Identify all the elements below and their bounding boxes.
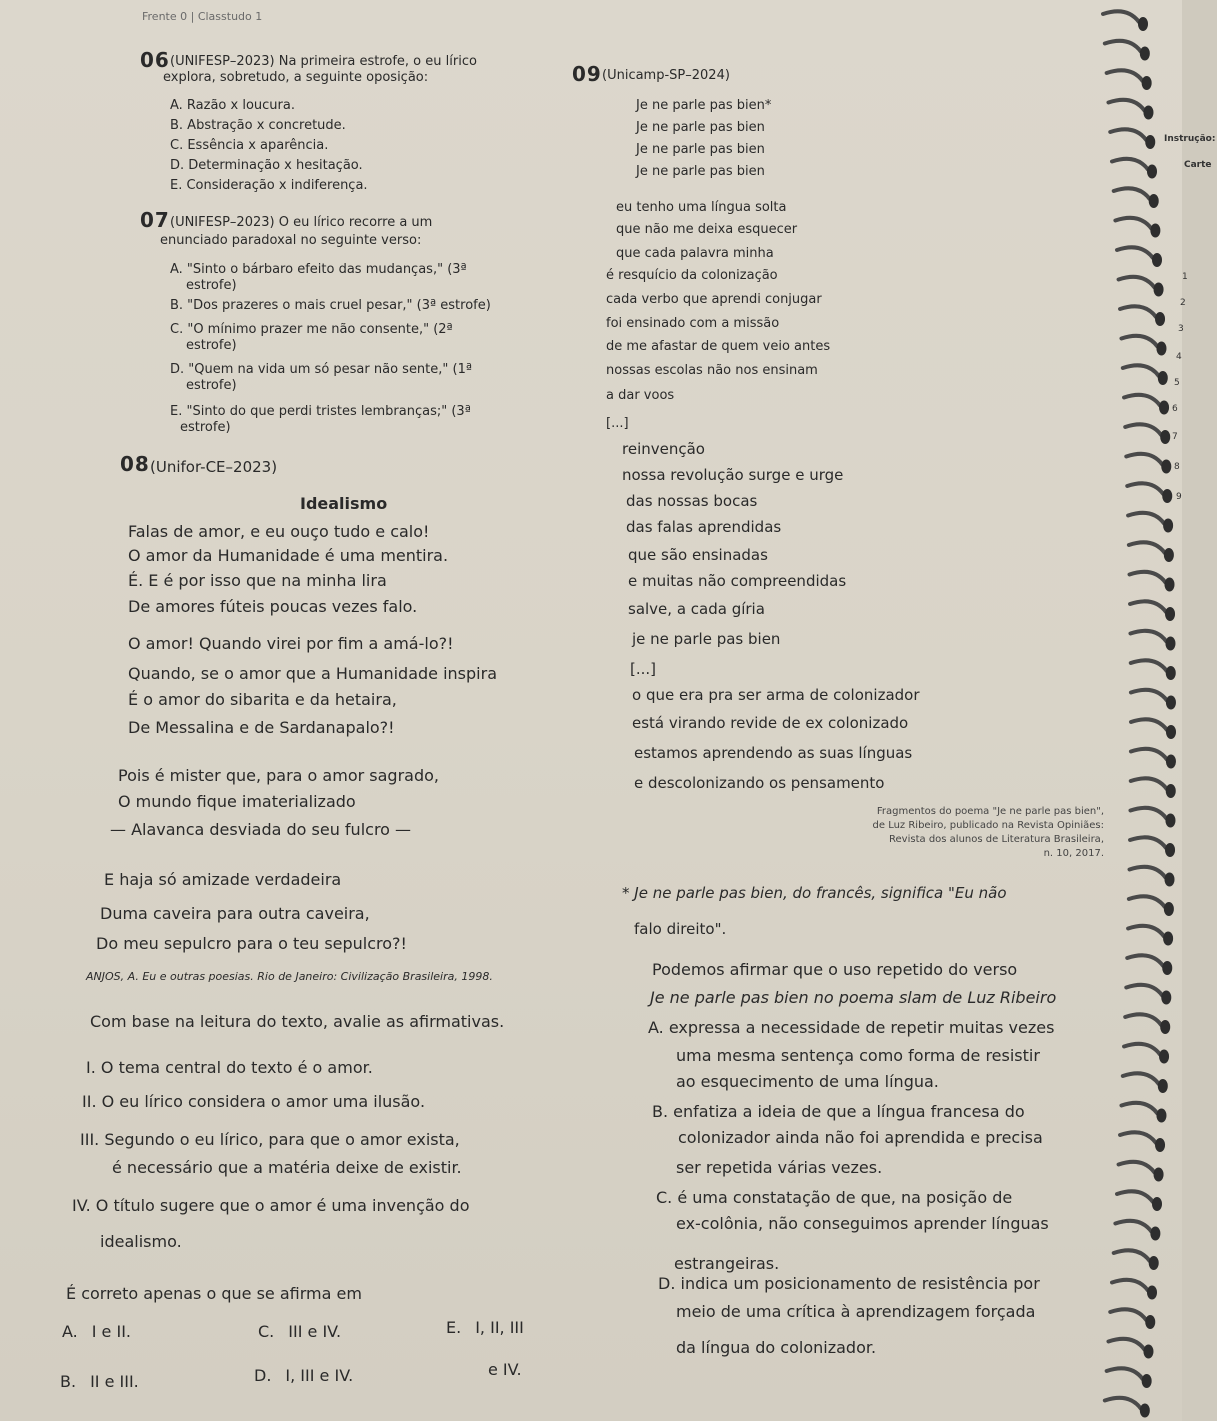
- q08-poem-line: Quando, se o amor que a Humanidade inspira: [128, 664, 497, 683]
- q06-number: 06: [140, 48, 170, 72]
- spiral-coil: [1131, 660, 1167, 671]
- q09-poem-line: está virando revide de ex colonizado: [632, 714, 909, 732]
- edge-number: 8: [1174, 462, 1180, 472]
- spiral-hole: [1163, 932, 1173, 946]
- edge-number: 5: [1174, 378, 1180, 388]
- spiral-hole: [1145, 135, 1155, 149]
- spiral-hole: [1164, 902, 1174, 916]
- spiral-coil: [1121, 336, 1157, 347]
- q08-poem-line: O amor da Humanidade é uma mentira.: [128, 546, 449, 565]
- q07-option-a-line-1: A. "Sinto o bárbaro efeito das mudanças," (3ª: [170, 262, 467, 277]
- spiral-hole: [1158, 1079, 1168, 1093]
- q09-poem-line: estamos aprendendo as suas línguas: [634, 744, 913, 762]
- q08-poem-line: Pois é mister que, para o amor sagrado,: [118, 766, 439, 785]
- spiral-hole: [1165, 814, 1175, 828]
- q09-footnote-line-1: * Je ne parle pas bien, do francês, significa "Eu não: [622, 884, 1007, 902]
- spiral-hole: [1166, 666, 1176, 680]
- spiral-hole: [1165, 843, 1175, 857]
- q08-poem-line: Duma caveira para outra caveira,: [100, 904, 370, 923]
- spiral-coil: [1107, 70, 1143, 81]
- spiral-hole: [1147, 1286, 1157, 1300]
- spiral-coil: [1110, 1309, 1146, 1320]
- q08-number: 08: [120, 452, 150, 476]
- q08-source: (Unifor-CE–2023): [150, 458, 278, 476]
- q09-stem-line-1: Podemos afirmar que o uso repetido do verso: [652, 960, 1018, 979]
- spiral-coil: [1129, 896, 1165, 907]
- q08-poem-line: O amor! Quando virei por fim a amá-lo?!: [128, 634, 454, 653]
- spiral-coil: [1123, 365, 1159, 376]
- spiral-hole: [1150, 224, 1160, 238]
- spiral-hole: [1145, 1315, 1155, 1329]
- spiral-hole: [1150, 1227, 1160, 1241]
- spiral-coil: [1110, 129, 1146, 140]
- spiral-hole: [1152, 253, 1162, 267]
- spiral-coil: [1105, 1398, 1141, 1409]
- edge-carte-label: Carte: [1184, 160, 1212, 170]
- spiral-hole: [1140, 47, 1150, 61]
- spiral-coil: [1131, 690, 1167, 701]
- spiral-coil: [1130, 808, 1166, 819]
- q09-poem-line: e descolonizando os pensamento: [634, 774, 885, 792]
- spiral-hole: [1155, 312, 1165, 326]
- q09-poem-line: das nossas bocas: [626, 492, 758, 510]
- spiral-coil: [1120, 1132, 1156, 1143]
- q09-option-d-line-3: da língua do colonizador.: [676, 1338, 877, 1357]
- q09-stem-line-2: Je ne parle pas bien no poema slam de Luz Ribeiro: [650, 988, 1057, 1007]
- spiral-hole: [1147, 165, 1157, 179]
- q08-poem-title: Idealismo: [300, 494, 388, 513]
- q09-option-b-line-1[interactable]: B. enfatiza a ideia de que a língua francesa do: [652, 1102, 1025, 1121]
- q09-poem-line: e muitas não compreendidas: [628, 572, 847, 590]
- q08-poem-line: De Messalina e de Sardanapalo?!: [128, 718, 395, 737]
- edge-number: 3: [1178, 324, 1184, 334]
- q08-instruction: Com base na leitura do texto, avalie as afirmativas.: [90, 1012, 505, 1031]
- spiral-hole: [1166, 725, 1176, 739]
- spiral-hole: [1140, 1404, 1150, 1418]
- q09-option-d-line-2: meio de uma crítica à aprendizagem forçada: [676, 1302, 1036, 1321]
- q09-option-b-line-2: colonizador ainda não foi aprendida e precisa: [678, 1128, 1043, 1147]
- q08-answer-d[interactable]: D. I, III e IV.: [254, 1366, 354, 1385]
- q09-option-a-line-2: uma mesma sentença como forma de resistir: [676, 1046, 1040, 1065]
- q08-answer-e-continued: e IV.: [488, 1360, 522, 1379]
- spiral-coil: [1124, 1044, 1160, 1055]
- edge-number: 9: [1176, 492, 1182, 502]
- spiral-coil: [1115, 218, 1151, 229]
- spiral-coil: [1128, 926, 1164, 937]
- spiral-coil: [1127, 955, 1163, 966]
- q09-poem-line: cada verbo que aprendi conjugar: [606, 292, 822, 307]
- spiral-hole: [1166, 755, 1176, 769]
- spiral-coil: [1123, 1073, 1159, 1084]
- q06-option-b: B. Abstração x concretude.: [170, 118, 346, 133]
- q06-stem-line-2: explora, sobretudo, a seguinte oposição:: [163, 70, 429, 85]
- spiral-hole: [1149, 1256, 1159, 1270]
- q09-poem-line: [...]: [606, 416, 629, 431]
- q09-poem-line: reinvenção: [622, 440, 705, 458]
- spiral-hole: [1149, 194, 1159, 208]
- spiral-hole: [1154, 1168, 1164, 1182]
- edge-number: 1: [1182, 272, 1188, 282]
- spiral-hole: [1166, 696, 1176, 710]
- spiral-coil: [1121, 1103, 1157, 1114]
- edge-number: 2: [1180, 298, 1186, 308]
- q09-poem-line: salve, a cada gíria: [628, 600, 765, 618]
- spiral-coil: [1112, 159, 1148, 170]
- spiral-coil: [1115, 1221, 1151, 1232]
- q09-poem-line: das falas aprendidas: [626, 518, 782, 536]
- spiral-hole: [1155, 1138, 1165, 1152]
- q09-poem-line: de me afastar de quem veio antes: [606, 339, 831, 354]
- q09-number: 09: [572, 62, 602, 86]
- q09-poem-line: Je ne parle pas bien: [636, 120, 765, 135]
- spiral-coil: [1131, 778, 1167, 789]
- q08-poem-line: De amores fúteis poucas vezes falo.: [128, 597, 418, 616]
- spiral-hole: [1166, 784, 1176, 798]
- q09-option-a-line-3: ao esquecimento de uma língua.: [676, 1072, 939, 1091]
- q06-stem-line-1: (UNIFESP–2023) Na primeira estrofe, o eu lírico: [170, 54, 477, 69]
- spiral-hole: [1142, 1374, 1152, 1388]
- q09-poem-line: Je ne parle pas bien*: [636, 98, 772, 113]
- q07-option-a-line-2: estrofe): [186, 278, 237, 293]
- q09-source-note-line-3: Revista dos alunos de Literatura Brasileira,: [889, 834, 1104, 845]
- q07-option-e-line-2: estrofe): [180, 420, 231, 435]
- spiral-coil: [1112, 1280, 1148, 1291]
- spiral-hole: [1165, 873, 1175, 887]
- q08-citation: ANJOS, A. Eu e outras poesias. Rio de Janeiro: Civilização Brasileira, 1998.: [86, 970, 493, 983]
- page-header: Frente 0 | Classtudo 1: [142, 10, 263, 23]
- q09-option-d-line-1[interactable]: D. indica um posicionamento de resistência por: [658, 1274, 1040, 1293]
- spiral-coil: [1108, 1339, 1144, 1350]
- spiral-coil: [1124, 395, 1160, 406]
- spiral-hole: [1164, 548, 1174, 562]
- q08-statement-ii: II. O eu lírico considera o amor uma ilusão.: [82, 1092, 426, 1111]
- q08-poem-line: É. E é por isso que na minha lira: [128, 571, 387, 590]
- q09-poem-line: a dar voos: [606, 388, 675, 403]
- q08-statement-iv-line-2: idealismo.: [100, 1232, 182, 1251]
- spiral-hole: [1154, 283, 1164, 297]
- q09-poem-line: que são ensinadas: [628, 546, 768, 564]
- spiral-coil: [1117, 247, 1153, 258]
- q08-statement-iii-line-1: III. Segundo o eu lírico, para que o amor exista,: [80, 1130, 460, 1149]
- spiral-hole: [1152, 1197, 1162, 1211]
- spiral-coil: [1114, 188, 1150, 199]
- spiral-hole: [1160, 1020, 1170, 1034]
- spiral-coil: [1131, 749, 1167, 760]
- q09-poem-line: Je ne parle pas bien: [636, 164, 765, 179]
- q09-poem-line: o que era pra ser arma de colonizador: [632, 686, 920, 704]
- spiral-coil: [1129, 542, 1165, 553]
- spiral-coil: [1127, 483, 1163, 494]
- spiral-binding: [1077, 0, 1217, 1421]
- spiral-coil: [1130, 572, 1166, 583]
- spiral-coil: [1130, 867, 1166, 878]
- q08-poem-line: Falas de amor, e eu ouço tudo e calo!: [128, 522, 430, 541]
- q09-source-note-line-1: Fragmentos do poema "Je ne parle pas bien",: [876, 806, 1104, 817]
- q07-option-e-line-1: E. "Sinto do que perdi tristes lembranças;" (3ª: [170, 404, 471, 419]
- q08-prompt: É correto apenas o que se afirma em: [66, 1284, 362, 1303]
- q09-option-c-line-2: ex-colônia, não conseguimos aprender línguas: [676, 1214, 1049, 1233]
- spiral-coil: [1125, 424, 1161, 435]
- spiral-coil: [1120, 306, 1156, 317]
- spiral-hole: [1158, 371, 1168, 385]
- q08-statement-iii-line-2: é necessário que a matéria deixe de existir.: [112, 1158, 462, 1177]
- edge-instrucao-label: Instrução:: [1164, 134, 1216, 144]
- edge-number: 6: [1172, 404, 1178, 414]
- spiral-coil: [1114, 1250, 1150, 1261]
- q09-poem-line: [...]: [630, 660, 657, 678]
- edge-number: 4: [1176, 352, 1182, 362]
- spiral-hole: [1165, 607, 1175, 621]
- spiral-hole: [1159, 401, 1169, 415]
- q06-option-a: A. Razão x loucura.: [170, 98, 295, 113]
- q07-option-c-line-1: C. "O mínimo prazer me não consente," (2ª: [170, 322, 453, 337]
- q08-poem-line: Do meu sepulcro para o teu sepulcro?!: [96, 934, 407, 953]
- q09-poem-line: nossas escolas não nos ensinam: [606, 363, 818, 378]
- spiral-coil: [1130, 837, 1166, 848]
- q09-source-note-line-2: de Luz Ribeiro, publicado na Revista Opiniães:: [872, 820, 1104, 831]
- spiral-coil: [1119, 1162, 1155, 1173]
- q09-source-note-line-4: n. 10, 2017.: [1043, 848, 1104, 859]
- spiral-hole: [1162, 961, 1172, 975]
- q08-poem-line: — Alavanca desviada do seu fulcro —: [110, 820, 412, 839]
- q07-option-d-line-1: D. "Quem na vida um só pesar não sente," (1ª: [170, 362, 472, 377]
- q08-answer-c[interactable]: C. III e IV.: [258, 1322, 342, 1341]
- q07-number: 07: [140, 208, 170, 232]
- q07-option-b: B. "Dos prazeres o mais cruel pesar," (3ª estrofe): [170, 298, 491, 313]
- q08-answer-b[interactable]: B. II e III.: [60, 1372, 139, 1391]
- spiral-coil: [1125, 1014, 1161, 1025]
- spiral-hole: [1162, 489, 1172, 503]
- spiral-hole: [1156, 342, 1166, 356]
- q07-option-c-line-2: estrofe): [186, 338, 237, 353]
- spiral-coil: [1126, 454, 1162, 465]
- q09-option-b-line-3: ser repetida várias vezes.: [676, 1158, 883, 1177]
- spiral-hole: [1160, 430, 1170, 444]
- q09-poem-line: Je ne parle pas bien: [636, 142, 765, 157]
- q07-stem-line-1: (UNIFESP–2023) O eu lírico recorre a um: [170, 215, 433, 230]
- q08-statement-i: I. O tema central do texto é o amor.: [86, 1058, 373, 1077]
- spiral-hole: [1163, 519, 1173, 533]
- spiral-hole: [1165, 637, 1175, 651]
- q08-statement-iv-line-1: IV. O título sugere que o amor é uma invenção do: [72, 1196, 470, 1215]
- q08-poem-line: E haja só amizade verdadeira: [104, 870, 342, 889]
- spiral-hole: [1161, 460, 1171, 474]
- q09-poem-line: que não me deixa esquecer: [616, 222, 798, 237]
- spiral-hole: [1143, 1345, 1153, 1359]
- spiral-coil: [1130, 631, 1166, 642]
- q09-option-c-line-1[interactable]: C. é uma constatação de que, na posição de: [656, 1188, 1013, 1207]
- q08-poem-line: O mundo fique imaterializado: [118, 792, 356, 811]
- q08-answer-e[interactable]: E. I, II, III: [446, 1318, 524, 1337]
- q06-option-d: D. Determinação x hesitação.: [170, 158, 363, 173]
- edge-number: 7: [1172, 432, 1178, 442]
- spiral-hole: [1156, 1109, 1166, 1123]
- q09-poem-line: foi ensinado com a missão: [606, 316, 780, 331]
- spiral-hole: [1143, 106, 1153, 120]
- q06-option-e: E. Consideração x indiferença.: [170, 178, 368, 193]
- q07-stem-line-2: enunciado paradoxal no seguinte verso:: [160, 233, 422, 248]
- q09-option-a-line-1[interactable]: A. expressa a necessidade de repetir muitas vezes: [648, 1018, 1055, 1037]
- q07-option-d-line-2: estrofe): [186, 378, 237, 393]
- q09-poem-line: eu tenho uma língua solta: [616, 200, 787, 215]
- q09-source: (Unicamp-SP–2024): [602, 68, 730, 83]
- q09-poem-line: que cada palavra minha: [616, 246, 774, 261]
- spiral-coil: [1105, 41, 1141, 52]
- spiral-coil: [1107, 1368, 1143, 1379]
- spiral-hole: [1142, 76, 1152, 90]
- spiral-coil: [1126, 985, 1162, 996]
- q09-poem-line: nossa revolução surge e urge: [622, 466, 844, 484]
- spiral-hole: [1161, 991, 1171, 1005]
- spiral-coil: [1117, 1191, 1153, 1202]
- spiral-hole: [1159, 1050, 1169, 1064]
- spiral-hole: [1165, 578, 1175, 592]
- spiral-coil: [1108, 100, 1144, 111]
- spiral-coil: [1128, 513, 1164, 524]
- spiral-coil: [1119, 277, 1155, 288]
- spiral-hole: [1138, 17, 1148, 31]
- q09-poem-line: é resquício da colonização: [606, 268, 778, 283]
- q06-option-c: C. Essência x aparência.: [170, 138, 329, 153]
- q08-poem-line: É o amor do sibarita e da hetaira,: [128, 690, 397, 709]
- spiral-coil: [1103, 11, 1139, 22]
- spiral-coil: [1130, 601, 1166, 612]
- q09-footnote-line-2: falo direito".: [634, 920, 727, 938]
- q09-poem-line: je ne parle pas bien: [632, 630, 781, 648]
- q09-option-c-line-3: estrangeiras.: [674, 1254, 780, 1273]
- spiral-coil: [1131, 719, 1167, 730]
- q08-answer-a[interactable]: A. I e II.: [62, 1322, 132, 1341]
